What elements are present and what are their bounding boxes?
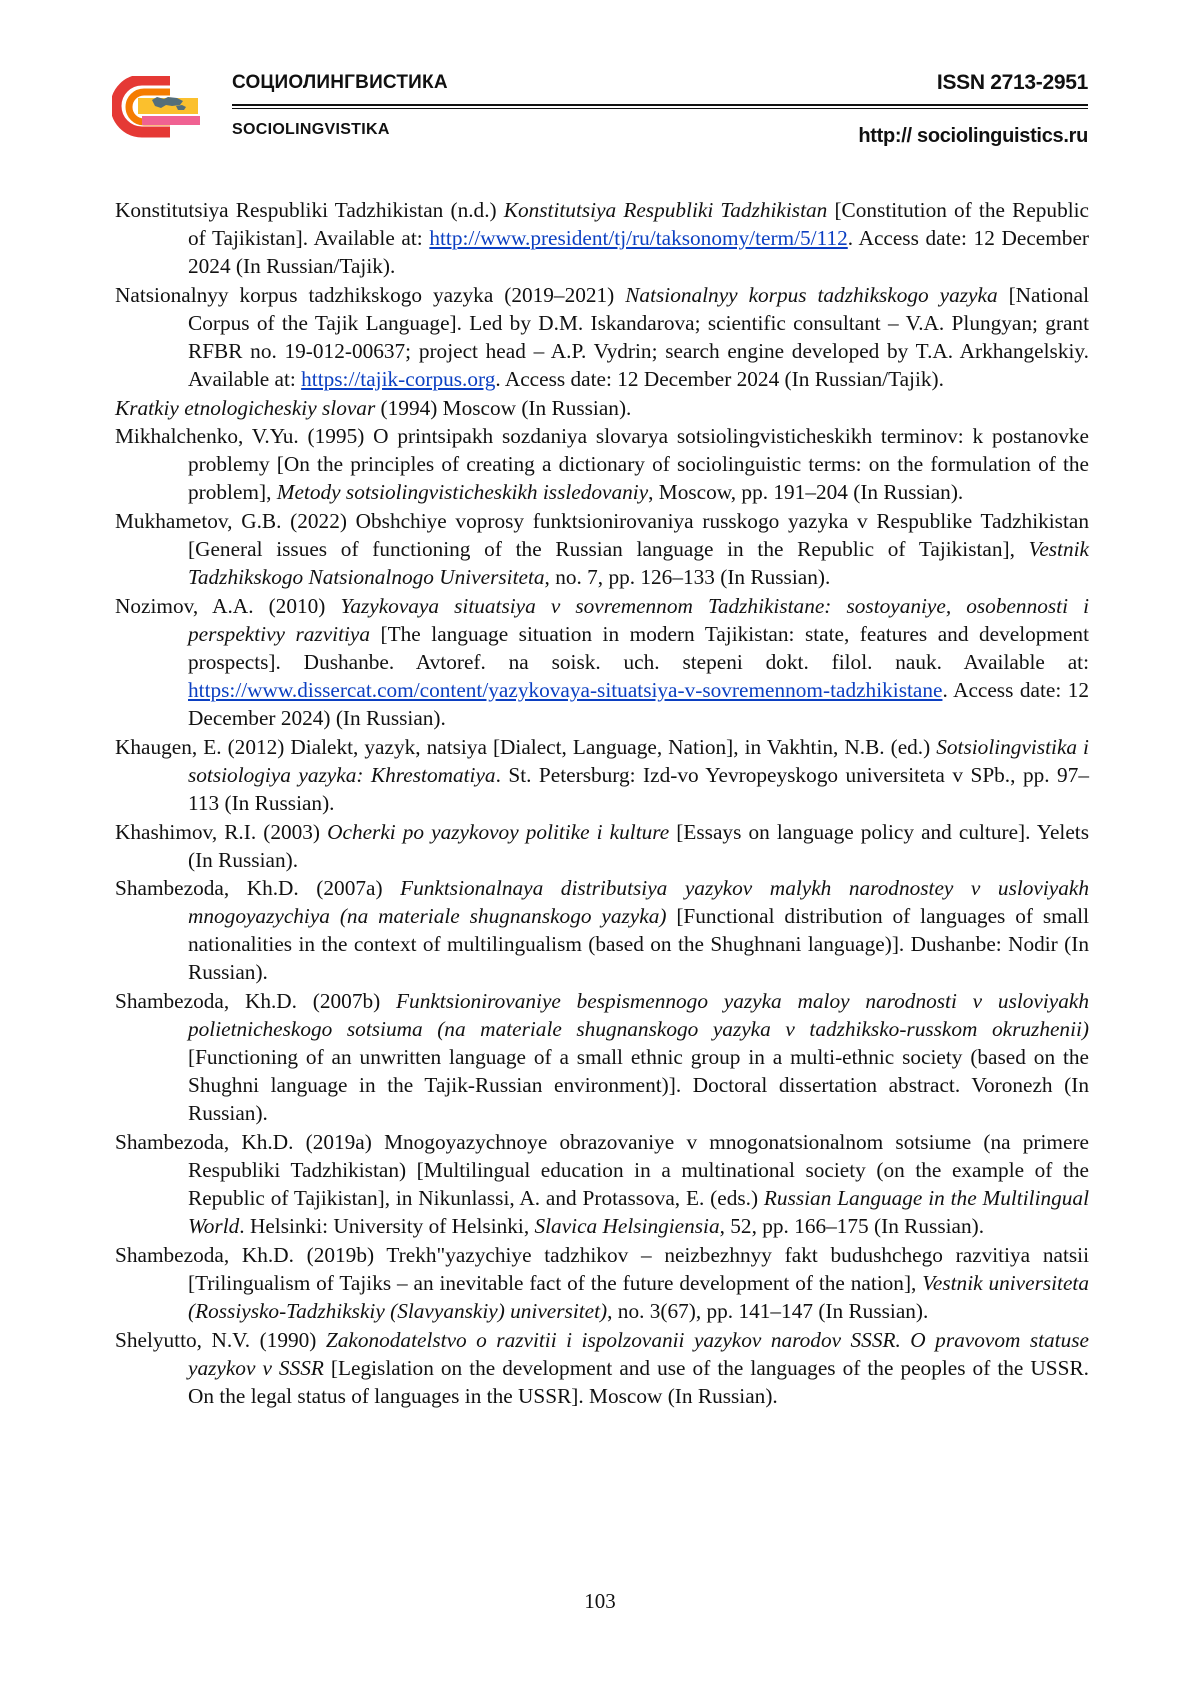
reference-text: [The language situation in modern Tajikistan: state, features and development prospects]. Dushanbe. Avtoref. na soisk. uch. stepeni dokt. filol. nauk. Available at: <box>188 621 1089 674</box>
reference-title-italic: Vestnik universiteta (Rossiysko-Tadzhikskiy (Slavyanskiy) universitet) <box>188 1270 1089 1323</box>
reference-text: , 52, pp. 166–175 (In Russian). <box>719 1213 985 1238</box>
reference-link[interactable]: http://www.president/tj/ru/taksonomy/term/5/112 <box>429 226 848 250</box>
reference-text: Shambezoda, Kh.D. (2007a) <box>115 876 401 901</box>
reference-text: Shambezoda, Kh.D. (2019b) Trekh"yazychiye tadzhikov – neizbezhnyy fakt budushchego razvitiya natsii [Trilingualism of Tajiks – an inevitable fact of the future development of the nation], <box>115 1242 1089 1295</box>
issn: ISSN 2713-2951 <box>936 71 1088 94</box>
reference-text: , Moscow, pp. 191–204 (In Russian). <box>648 480 964 505</box>
reference-entry <box>115 422 1089 506</box>
reference-text: Shelyutto, N.V. (1990) <box>115 1327 326 1352</box>
reference-text: [Legislation on the development and use of the languages of the peoples of the USSR. On the legal status of languages in the USSR]. Moscow (In Russian). <box>188 1355 1089 1408</box>
journal-title-en: SOCIOLINGVISTIKA <box>232 121 390 138</box>
reference-title-italic: Slavica Helsingiensia <box>534 1213 720 1238</box>
reference-text: . Access date: 12 December 2024) (In Russian). <box>188 677 1089 730</box>
reference-title-italic: Vestnik Tadzhikskogo Natsionalnogo Universiteta <box>188 537 1089 590</box>
reference-link[interactable]: https://tajik-corpus.org <box>301 366 496 391</box>
reference-text: . Access date: 12 December 2024 (In Russian/Tajik). <box>188 226 1089 278</box>
journal-website[interactable]: http:// sociolinguistics.ru <box>858 125 1088 147</box>
reference-entry <box>115 987 1089 1127</box>
reference-text: [Essays on language policy and culture]. Yelets (In Russian). <box>188 819 1090 872</box>
reference-text: Natsionalnyy korpus tadzhikskogo yazyka (2019–2021) <box>115 282 626 307</box>
reference-entry <box>115 1326 1089 1410</box>
reference-entry <box>115 818 1089 874</box>
reference-entry <box>115 1128 1089 1240</box>
reference-text: [Functioning of an unwritten language of a small ethnic group in a multi-ethnic society (based on the Shughni language in the Tajik-Russian environment)]. Doctoral dissertation abstract. Voronezh (In Russian). <box>188 1045 1089 1126</box>
header-rule-thin <box>232 108 1088 109</box>
reference-entry <box>115 733 1089 817</box>
reference-text: . St. Petersburg: Izd-vo Yevropeyskogo universiteta v SPb., pp. 97–113 (In Russian). <box>188 762 1089 815</box>
reference-entry <box>115 1241 1089 1325</box>
reference-title-italic: Konstitutsiya Respubliki Tadzhikistan <box>503 198 828 222</box>
reference-text: [National Corpus of the Tajik Language]. Led by D.M. Iskandarova; scientific consultant – V.A. Plungyan; grant RFBR no. 19-012-00637; project head – A.P. Vydrin; search engine developed by T.A. Arkhangelskiy. Available at: <box>188 282 1089 391</box>
reference-title-italic: Zakonodatelstvo o razvitii i ispolzovanii yazykov narodov SSSR. O pravovom statuse yazykov v SSSR <box>188 1327 1089 1380</box>
reference-text: , no. 7, pp. 126–133 (In Russian). <box>544 565 831 590</box>
reference-text: [Constitution of the Republic of Tajikistan]. Available at: <box>188 198 1090 250</box>
page-number: 103 <box>584 1589 616 1613</box>
reference-text: , no. 3(67), pp. 141–147 (In Russian). <box>607 1298 929 1323</box>
journal-logo-icon <box>112 76 206 146</box>
reference-text: Nozimov, A.A. (2010) <box>115 593 341 618</box>
reference-text: Mukhametov, G.B. (2022) Obshchiye voprosy funktsionirovaniya russkogo yazyka v Respublike Tadzhikistan [General issues of functioning of the Russian language in the Republic of Tajikistan], <box>115 509 1089 562</box>
reference-title-italic: Metody sotsiolingvisticheskikh issledovaniy <box>276 480 649 505</box>
reference-text: Shambezoda, Kh.D. (2019a) Mnogoyazychnoye obrazovaniye v mnogonatsionalnom sotsiume (na primere Respubliki Tadzhikistan) [Multilingual education in a multinational society (on the example of the Republic of Tajikistan], in Nikunlassi, A. and Protassova, E. (eds.) <box>115 1129 1089 1210</box>
reference-entry <box>115 592 1089 732</box>
reference-entry <box>115 196 1089 280</box>
reference-text: . Helsinki: University of Helsinki, <box>239 1213 535 1238</box>
journal-title-ru: СОЦИОЛИНГВИСТИКА <box>232 72 448 93</box>
reference-title-italic: Ocherki po yazykovoy politike i kulture <box>327 819 670 844</box>
reference-text: Shambezoda, Kh.D. (2007b) <box>115 989 397 1014</box>
header-rule-thick <box>232 104 1088 106</box>
reference-title-italic: Funktsionirovaniye bespismennogo yazyka maloy narodnosti v usloviyakh polietnicheskogo sotsiuma (na materiale shugnanskogo yazyka v tadzhiksko-russkom okruzhenii) <box>188 989 1089 1042</box>
reference-title-italic: Sotsiolingvistika i sotsiologiya yazyka: Khrestomatiya <box>188 734 1089 787</box>
page-header <box>0 0 1200 170</box>
reference-text: Khaugen, E. (2012) Dialekt, yazyk, natsiya [Dialect, Language, Nation], in Vakhtin, N.B. (ed.) <box>115 734 937 759</box>
reference-title-italic: Natsionalnyy korpus tadzhikskogo yazyka <box>625 282 998 307</box>
reference-title-italic: Russian Language in the Multilingual World <box>188 1185 1089 1238</box>
reference-entry <box>115 394 1089 422</box>
reference-list <box>115 196 1089 1410</box>
reference-title-italic: Funktsionalnaya distributsiya yazykov malykh narodnostey v usloviyakh mnogoyazychiya (na materiale shugnanskogo yazyka) <box>188 876 1090 929</box>
reference-entry <box>115 507 1089 591</box>
reference-text: Konstitutsiya Respubliki Tadzhikistan (n.d.) <box>115 198 504 222</box>
reference-text: Mikhalchenko, V.Yu. (1995) O printsipakh sozdaniya slovarya sotsiolingvisticheskikh terminov: k postanovke problemy [On the principles of creating a dictionary of sociolinguistic terms: on the formulation of the problem], <box>115 424 1089 505</box>
reference-entry <box>115 281 1089 393</box>
reference-text: . Access date: 12 December 2024 (In Russian/Tajik). <box>495 366 944 391</box>
reference-title-italic: Yazykovaya situatsiya v sovremennom Tadzhikistane: sostoyaniye, osobennosti i perspektivy razvitiya <box>188 593 1089 646</box>
reference-link[interactable]: https://www.dissercat.com/content/yazykovaya-situatsiya-v-sovremennom-tadzhikistane <box>188 677 943 702</box>
reference-title-italic: Kratkiy etnologicheskiy slovar <box>115 395 376 420</box>
reference-entry <box>115 874 1089 986</box>
reference-text: (1994) Moscow (In Russian). <box>375 395 632 420</box>
reference-text: Khashimov, R.I. (2003) <box>115 819 328 844</box>
reference-text: [Functional distribution of languages of small nationalities in the context of multilingualism (based on the Shughnani language)]. Dushanbe: Nodir (In Russian). <box>188 904 1089 985</box>
